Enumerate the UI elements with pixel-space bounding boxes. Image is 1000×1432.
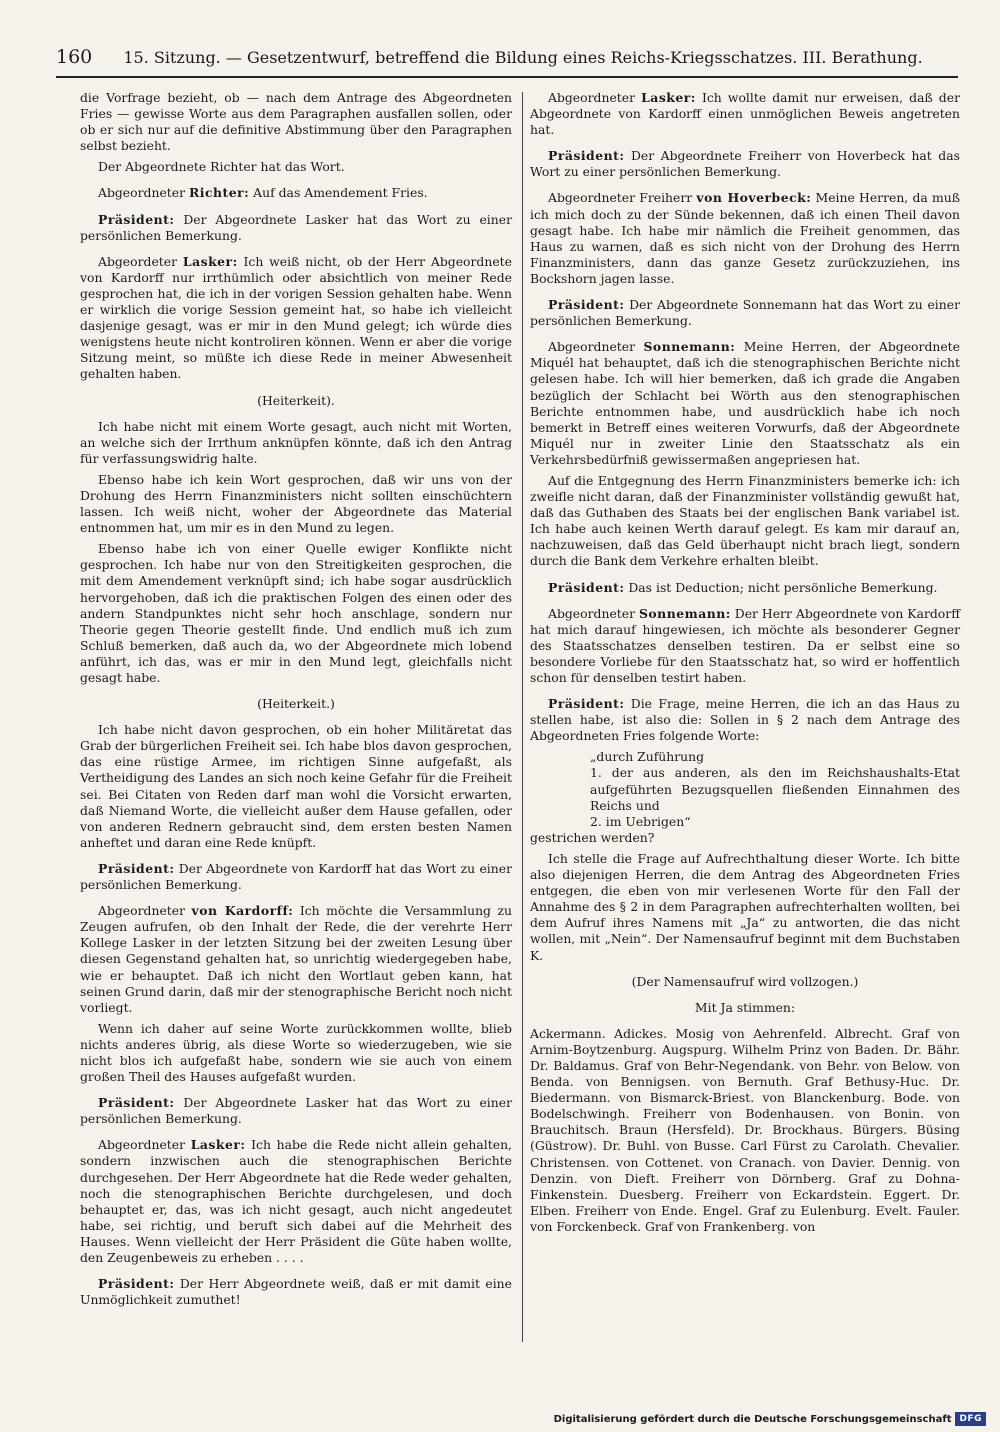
page-number: 160	[56, 46, 93, 68]
quoted-list-intro: „durch Zuführung	[590, 749, 705, 765]
speaker-name: Sonnemann:	[638, 605, 731, 621]
right-paragraph: (Der Namensaufruf wird vollzogen.)	[631, 973, 859, 989]
speaker-name: Lasker:	[190, 1137, 246, 1153]
right-column-vote	[530, 851, 960, 1016]
left-paragraph: Abgeordneter Richter: Auf das Amendement Fries.	[98, 185, 428, 201]
right-paragraph: Abgeordneter Lasker: Ich wollte damit nur erweisen, daß der Abgeordnete von Kardorff einen unmöglichen Beweis angetreten hat.	[530, 90, 960, 138]
left-paragraph: Ich habe nicht davon gesprochen, ob ein hoher Militäretat das Grab der bürgerlichen Freiheit sei. Ich habe blos davon gesprochen, das eine rüstige Armee, im richtigen Sinne aufgefaßt, als Vertheidigung des Landes an sich noch keine Gefahr für die Freiheit sei. Bei Citaten von Reden darf man wohl die Vorsicht erwarten, daß Niemand Worte, die vielleicht außer dem Hause gefallen, oder von anderen Rednern gebraucht sind, dem ersten besten Namen anheftet und daran eine Rede knüpft.	[80, 722, 512, 850]
left-paragraph: Präsident: Der Herr Abgeordnete weiß, daß er mit damit eine Unmöglichkeit zumuthet!	[80, 1276, 512, 1308]
header-rule	[56, 76, 958, 78]
speaker-name: Präsident:	[548, 297, 625, 313]
left-paragraph: Präsident: Der Abgeordnete Lasker hat das Wort zu einer persönlichen Bemerkung.	[80, 211, 512, 243]
left-paragraph: Präsident: Der Abgeordnete von Kardorff hat das Wort zu einer persönlichen Bemerkung.	[80, 860, 512, 893]
right-paragraph: Präsident: Die Frage, meine Herren, die ich an das Haus zu stellen habe, ist also die: Sollen in § 2 nach dem Antrage des Abgeordneten Fries folgende Worte:	[530, 696, 960, 744]
speaker-name: Lasker:	[182, 253, 238, 269]
left-paragraph: Präsident: Der Abgeordnete Lasker hat das Wort zu einer persönlichen Bemerkung.	[80, 1095, 512, 1127]
right-paragraph: Präsident: Der Abgeordnete Sonnemann hat das Wort zu einer persönlichen Bemerkung.	[530, 297, 960, 329]
left-column	[80, 90, 512, 1313]
right-paragraph: Präsident: Das ist Deduction; nicht persönliche Bemerkung.	[548, 579, 938, 595]
names-list: Ackermann. Adickes. Mosig von Aehrenfeld. Albrecht. Graf von Arnim-Boytzenburg. Augspurg. Wilhelm Prinz von Baden. Dr. Bähr. Dr. Baldamus. Graf von Behr-Negendank. von Behr. von Below. von Benda. von Bennigsen. von Bernuth. Graf Bethusy-Huc. Dr. Biedermann. von Bismarck-Briest. von Blanckenburg. Bode. von Bodelschwingh. Freiherr von Bodenhausen. von Bonin. von Brauchitsch. Braun (Hersfeld). Dr. Brockhaus. Bürgers. Büsing (Güstrow). Dr. Buhl. von Busse. Carl Fürst zu Carolath. Chevalier. Christensen. von Cottenet. von Cranach. von Davier. Dennig. von Denzin. von Dieft. Freiherr von Dörnberg. Graf zu Dohna-Finkenstein. Duesberg. Freiherr von Eckardstein. Eggert. Dr. Elben. Freiherr von Ende. Engel. Graf zu Eulenburg. Evelt. Fauler. von Forckenbeck. Graf von Frankenberg. von	[530, 1025, 960, 1234]
right-column-speeches	[530, 90, 960, 744]
left-paragraph: Abgeordneter von Kardorff: Ich möchte die Versammlung zu Zeugen aufrufen, ob den Inhalt der Rede, die der verehrte Herr Kollege Lasker in der letzten Sitzung bei der zweiten Lesung über diesen Gegenstand gehalten hat, so unrichtig wiedergegeben habe, wie er behauptet. Daß ich nicht den Wortlaut geben kann, hat seinen Grund darin, daß mir der stenographische Bericht noch nicht vorliegt.	[80, 903, 512, 1015]
left-paragraph: Ich habe nicht mit einem Worte gesagt, auch nicht mit Worten, an welche sich der Irrthum anknüpfen könnte, daß ich den Antrag für verfassungswidrig halte.	[80, 418, 512, 466]
right-paragraph: Abgeordneter Sonnemann: Der Herr Abgeordnete von Kardorff hat mich darauf hingewiesen, ich möchte als besonderer Gegner des Staatsschatzes denselben testiren. Da er selbst eine so besondere Vorliebe für den Staatsschatz hat, so wird er hoffentlich schon für denselben testirt haben.	[530, 605, 960, 685]
page-title: 15. Sitzung. — Gesetzentwurf, betreffend die Bildung eines Reichs-Kriegsschatzes. III. Berathung.	[123, 48, 923, 67]
left-paragraph: (Heiterkeit.)	[257, 696, 335, 712]
right-paragraph: Abgeordneter Sonnemann: Meine Herren, der Abgeordnete Miquél hat behauptet, daß ich die stenographischen Berichte nicht gelesen habe. Ich will hier bemerken, daß ich grade die Angaben bezüglich der Schlacht bei Wörth aus den stenographischen Berichte entnommen habe, und ausdrücklich habe ich noch bemerkt in Betreff eines weiteren Vorwurfs, daß der Abgeordnete Miquél nur in zweiter Linie den Staatsschatz als ein Verkehrsbedürfniß gewissermaßen angepriesen hat.	[530, 339, 960, 467]
page-header	[56, 46, 956, 68]
speaker-name: Präsident:	[98, 1276, 175, 1292]
speaker-name: Sonnemann:	[643, 339, 736, 355]
left-paragraph: Der Abgeordnete Richter hat das Wort.	[98, 159, 345, 175]
left-paragraph: Ebenso habe ich kein Wort gesprochen, daß wir uns von der Drohung des Herrn Finanzministers nicht sollten einschüchtern lassen. Ich weiß nicht, woher der Abgeordnete das Material entnommen hat, um mir es in den Mund zu legen.	[80, 471, 512, 536]
speaker-name: Präsident:	[548, 696, 625, 712]
right-paragraph: Auf die Entgegnung des Herrn Finanzministers bemerke ich: ich zweifle nicht daran, daß der Finanzminister vollständig gewußt hat, daß das Guthaben des Staats bei der englischen Bank variabel ist. Ich habe auch keinen Werth darauf gelegt. Es kam mir darauf an, nachzuweisen, daß das Geld überhaupt nicht brach liegt, sondern durch die Bank dem Verkehre erhalten bleibt.	[530, 472, 960, 569]
left-paragraph: Abgeordneter Lasker: Ich habe die Rede nicht allein gehalten, sondern inzwischen auch die stenographischen Berichte durchgesehen. Der Herr Abgeordnete hat die Rede weder gehalten, noch die stenographischen Berichte durchgelesen, und doch behauptet er, das, was ich nicht gesagt, auch nicht angedeutet habe, sei richtig, und beruft sich dabei auf die Mehrheit des Hauses. Wenn vielleicht der Herr Präsident die Güte haben wollte, den Zeugenbeweis zu erheben . . . .	[80, 1137, 512, 1265]
quoted-list	[530, 749, 960, 846]
quoted-list-items	[590, 765, 960, 829]
speaker-name: Präsident:	[98, 1095, 175, 1111]
dfg-logo: DFG	[955, 1412, 986, 1426]
column-divider	[522, 92, 523, 1342]
footer	[554, 1412, 986, 1426]
speaker-name: von Kardorff:	[191, 903, 294, 919]
speaker-name: Präsident:	[548, 579, 625, 595]
left-paragraph: (Heiterkeit).	[257, 392, 335, 408]
speaker-name: Richter:	[188, 185, 250, 201]
left-paragraph: Abgeordeter Lasker: Ich weiß nicht, ob der Herr Abgeordnete von Kardorff nur irrthümlich oder absichtlich von meiner Rede gesprochen hat, die ich in der vorigen Session gehalten habe. Wenn er wirklich die vorige Session gemeint hat, so habe ich vielleicht dasjenige gesagt, was er mir in den Mund gelegt; ich würde dies wenigstens heute nicht kontroliren können. Wenn er aber die vorige Sitzung meint, so müßte ich diese Rede in meiner Abwesenheit gehalten haben.	[80, 253, 512, 382]
speaker-name: Lasker:	[641, 90, 696, 105]
speaker-name: Präsident:	[548, 148, 625, 164]
left-paragraph: Wenn ich daher auf seine Worte zurückkommen wollte, blieb nichts anderes übrig, als diese Worte so wiederzugeben, wie sie nicht blos ich aufgefaßt habe, sondern wie sie auch von einem großen Theil des Hauses aufgefaßt wurden.	[80, 1020, 512, 1085]
left-paragraph: Ebenso habe ich von einer Quelle ewiger Konflikte nicht gesprochen. Ich habe nur von den Streitigkeiten gesprochen, die mit dem Amendement verknüpft sind; ich habe sogar ausdrücklich hervorgehoben, daß ich die praktischen Folgen des einen oder des andern Standpunktes nicht sehr hoch anschlage, sondern nur Theorie gegen Theorie gestellt finde. Und endlich muß ich zum Schluß bemerken, daß auch da, wo der Abgeordnete mich lobend anführt, ich das, was er mir in den Mund legt, gleichfalls nicht gesagt habe.	[80, 541, 512, 685]
speaker-name: von Hoverbeck:	[696, 190, 812, 206]
right-paragraph: Mit Ja stimmen:	[694, 999, 796, 1015]
quoted-list-item: 2. im Uebrigen“	[590, 813, 691, 829]
right-paragraph: Ich stelle die Frage auf Aufrechthaltung dieser Worte. Ich bitte also diejenigen Herren, die dem Antrag des Abgeordneten Fries entgegen, die eben von mir verlesenen Worte für den Fall der Annahme des § 2 in dem Paragraphen aufrechterhalten wollten, bei dem Aufruf ihres Namens mit „Ja“ zu antworten, die das nicht wollen, mit „Nein“. Der Namensaufruf beginnt mit dem Buchstaben K.	[530, 850, 960, 963]
right-column	[530, 90, 960, 1235]
footer-text: Digitalisierung gefördert durch die Deutsche Forschungsgemeinschaft	[553, 1413, 952, 1425]
speaker-name: Präsident:	[98, 211, 175, 227]
left-paragraph: die Vorfrage bezieht, ob — nach dem Antrage des Abgeordneten Fries — gewisse Worte aus dem Paragraphen ausfallen sollen, oder ob er sich nur auf die definitive Abstimmung über den Paragraphen selbst bezieht.	[80, 90, 512, 154]
quoted-list-item: 1. der aus anderen, als den im Reichshaushalts-Etat aufgeführten Bezugsquellen fließenden Einnahmen des Reichs und	[590, 765, 960, 813]
right-paragraph: Abgeordneter Freiherr von Hoverbeck: Meine Herren, da muß ich mich doch zu der Sünde bekennen, daß ich einen Theil davon gesagt habe. Ich habe mir nämlich die Freiheit genommen, das Haus zu warnen, daß es sich nicht von der Drohung des Herrn Finanzministers, dann das ganze Gesetz zurückzuziehen, ins Bockshorn jagen lasse.	[530, 190, 960, 286]
right-paragraph: Präsident: Der Abgeordnete Freiherr von Hoverbeck hat das Wort zu einer persönlichen Bemerkung.	[530, 148, 960, 180]
speaker-name: Präsident:	[98, 860, 175, 876]
quoted-list-after: gestrichen werden?	[530, 829, 655, 845]
